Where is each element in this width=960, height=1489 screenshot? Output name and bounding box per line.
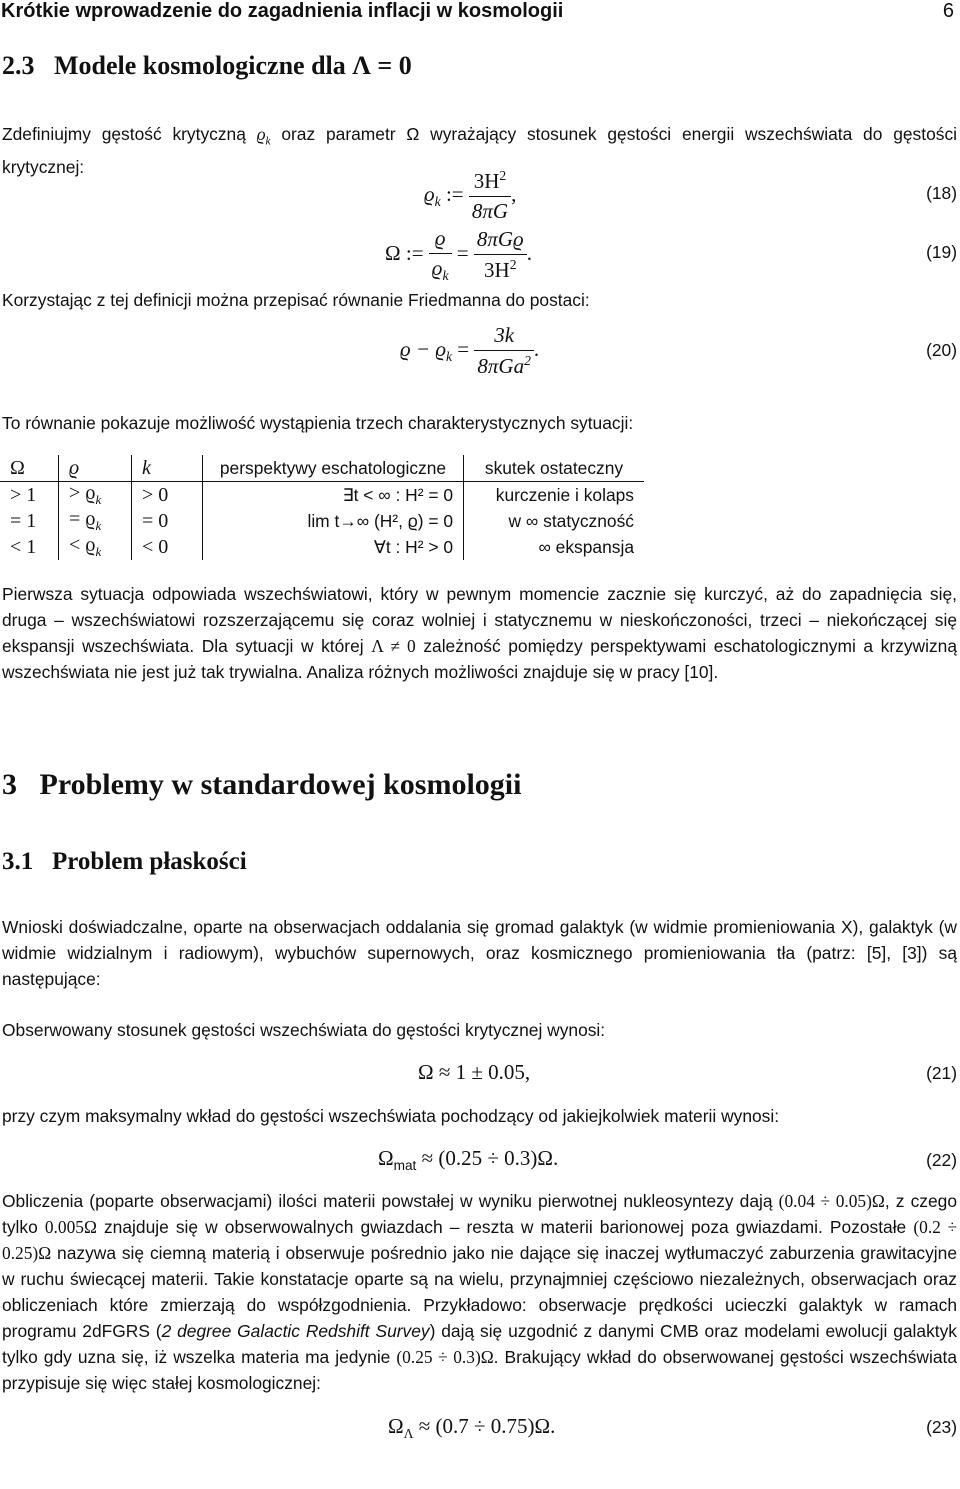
math-sub: k	[95, 518, 102, 533]
paragraph-nucleosynthesis	[2, 1188, 957, 1396]
equation-23	[388, 1414, 555, 1442]
text: , z czego tylko	[2, 1191, 957, 1237]
paragraph-cases-discussion	[2, 581, 957, 685]
column-header: ϱ	[59, 455, 132, 482]
equation-20	[400, 323, 539, 379]
numerator: 3H	[473, 169, 500, 193]
table-cell: = 0	[132, 508, 203, 534]
text: nazywa się ciemną materią i obserwuje pośrednio jako nie dające się inaczej wytłumaczyć zaburzenia grawitacyjne w ruchu świecącej materii. Takie konstatacje oparte są na wielu, przynajmniej częściowo niezależnych, obserwacjach oraz obliczeniach które zmierzają do współzgodnienia. Przykładowo: obserwacje prędkości ucieczki galaktyk w ramach programu 2dFGRS (	[2, 1243, 957, 1341]
math-lhs: Ω	[388, 1414, 404, 1438]
math-sub: Λ	[403, 1426, 414, 1442]
table-row	[0, 482, 644, 509]
equation-18	[424, 168, 516, 224]
math-lhs: Ω	[378, 1146, 394, 1170]
table-cell: = 1	[10, 509, 37, 532]
fraction	[429, 226, 452, 284]
math-op: =	[452, 336, 475, 361]
denominator: 8πG	[471, 199, 509, 223]
text-emphasis: 2 degree Galactic Redshift Survey	[161, 1321, 430, 1341]
math-sup: 2	[524, 353, 531, 368]
cell-text: > ϱ	[69, 482, 96, 504]
column-header: perspektywy eschatologiczne	[203, 455, 464, 482]
text: Pierwsza sytuacja odpowiada wszechświatowi, który w pewnym momencie zacznie się kurczyć, aż do zapadnięcia się, druga – wszechświatowi rozszerzającemu się coraz wolniej i statycznemu w nieskończoności, trzeci – niekończącej się ekspansji wszechświata. Dla sytuacji w której	[2, 584, 957, 656]
math-sub: k	[95, 544, 102, 559]
table-cell: kurczenie i kolaps	[464, 482, 645, 509]
fraction	[474, 227, 527, 283]
paragraph-three-cases: To równanie pokazuje możliwość wystąpienia trzech charakterystycznych sytuacji:	[2, 413, 634, 433]
math-rho: ϱ	[256, 124, 266, 144]
math-punct: .	[533, 336, 540, 361]
section-title: Modele kosmologiczne dla Λ = 0	[54, 51, 412, 80]
section-title: Problemy w standardowej kosmologii	[39, 768, 522, 801]
math-sub: k	[445, 349, 453, 364]
equation-number-21: (21)	[926, 1063, 957, 1083]
table-cell: ∞ ekspansja	[464, 534, 645, 560]
section-number: 2.3	[2, 51, 35, 80]
table-cell: lim t→∞ (H², ϱ) = 0	[203, 508, 464, 534]
section-number: 3.1	[2, 848, 34, 875]
paragraph-observations: Wnioski doświadczalne, oparte na obserwacjach oddalania się gromad galaktyk (w widmie promieniowania X), galaktyk (w widmie widzialnym i radiowym), wybuchów supernowych, oraz kosmicznego promieniowania tła (patrz: [5], [3]) są następujące:	[2, 917, 957, 989]
math-sub: k	[95, 492, 102, 507]
equation-22	[378, 1146, 558, 1173]
numerator: 8πGϱ	[474, 227, 527, 255]
cell-text: = ϱ	[69, 508, 96, 530]
text: Zdefiniujmy gęstość krytyczną	[2, 124, 257, 144]
text: . Brakujący wkład do obserwowanej gęstości wszechświata przypisuje się więc stałej kosmologicznej:	[2, 1347, 958, 1393]
math-lhs: Ω :=	[385, 240, 429, 265]
text: znajduje się w obserwowalnych gwiazdach – reszta w materii barionowej poza gwiazdami. Pozostałe	[96, 1217, 914, 1237]
section-heading-3	[2, 768, 521, 802]
fraction	[474, 323, 534, 379]
section-number: 3	[2, 768, 17, 801]
table-cell	[59, 482, 132, 509]
math-rho: ϱ	[424, 181, 435, 206]
table-cell: < 1	[10, 535, 37, 558]
column-header: skutek ostateczny	[464, 455, 645, 482]
math-rhs: ≈ (0.7 ÷ 0.75)Ω.	[413, 1414, 556, 1438]
math-sub: k	[434, 194, 441, 209]
text: Obliczenia (poparte obserwacjami) ilości materii powstałej w wyniku pierwotnej nukleosyntezy dają	[2, 1191, 779, 1211]
math-lhs: ϱ − ϱ	[400, 336, 446, 361]
table-row	[0, 508, 644, 534]
math-sub: mat	[393, 1158, 417, 1174]
math-op: =	[451, 240, 474, 265]
table-cell: w ∞ statyczność	[464, 508, 645, 534]
math-op: :=	[440, 181, 469, 206]
table-row	[0, 534, 644, 560]
math-sup: 2	[499, 168, 507, 183]
table-header-row	[0, 455, 644, 482]
column-header: k	[132, 455, 203, 482]
equation-number-18: (18)	[926, 183, 957, 203]
math-inline: (0.25 ÷ 0.3)Ω	[396, 1347, 494, 1367]
table-cell: > 0	[132, 482, 203, 509]
section-title: Problem płaskości	[52, 848, 247, 875]
equation-number-20: (20)	[926, 340, 957, 360]
math-inline: 0.005Ω	[44, 1217, 97, 1237]
paragraph-friedmann-intro: Korzystając z tej definicji można przepisać równanie Friedmanna do postaci:	[2, 290, 590, 310]
math-sub: k	[442, 268, 449, 284]
denominator: 8πGa	[477, 354, 525, 378]
table-cell: < 0	[132, 534, 203, 560]
numerator: 3k	[474, 323, 534, 351]
denominator: 3H	[484, 258, 510, 283]
equation-number-22: (22)	[926, 1150, 957, 1170]
section-heading-2-3	[2, 51, 412, 81]
table-cell	[59, 508, 132, 534]
scenario-table	[0, 455, 644, 560]
math-rhs: ≈ (0.25 ÷ 0.3)Ω.	[416, 1146, 559, 1170]
math-sub: k	[265, 135, 271, 148]
equation-19	[385, 226, 532, 284]
math-punct: .	[526, 240, 532, 265]
numerator: ϱ	[429, 226, 452, 254]
table-cell: > 1	[10, 483, 37, 506]
math-inline: Λ ≠ 0	[371, 636, 416, 656]
table-cell: ∃t < ∞ : H² = 0	[203, 482, 464, 509]
equation-number-23: (23)	[926, 1417, 957, 1437]
equation-21: Ω ≈ 1 ± 0.05,	[418, 1060, 531, 1084]
denominator: ϱ	[431, 256, 443, 280]
math-punct: ,	[511, 181, 517, 206]
table-cell: ∀t : H² > 0	[203, 534, 464, 560]
math-inline: (0.2 ÷ 0.25)Ω	[2, 1217, 958, 1263]
equation-number-19: (19)	[926, 242, 957, 262]
math-sup: 2	[509, 257, 517, 273]
paragraph-matter-contribution: przy czym maksymalny wkład do gęstości wszechświata pochodzący od jakiejkolwiek materii wynosi:	[2, 1106, 780, 1126]
fraction	[469, 168, 511, 224]
text: ) dają się uzgodnić z danymi CMB oraz modelami ewolucji galaktyk tylko gdy uzna się, iż wszelka materia ma jedynie	[2, 1321, 957, 1367]
text: oraz parametr Ω wyrażający stosunek gęstości energii wszechświata do gęstości krytycznej:	[2, 124, 957, 178]
running-header	[0, 0, 960, 26]
paragraph-observed-ratio: Obserwowany stosunek gęstości wszechświata do gęstości krytycznej wynosi:	[2, 1020, 606, 1040]
text: zależność pomiędzy perspektywami eschatologicznymi a krzywizną wszechświata nie jest już tak trywialna. Analiza różnych możliwości znajduje się w pracy [10].	[2, 636, 957, 682]
table-cell	[59, 534, 132, 560]
running-title: Krótkie wprowadzenie do zagadnienia inflacji w kosmologii	[1, 0, 564, 22]
math-inline: (0.04 ÷ 0.05)Ω	[778, 1191, 885, 1211]
cell-text: < ϱ	[69, 534, 96, 556]
column-header: Ω	[0, 455, 59, 482]
section-heading-3-1	[2, 848, 247, 876]
page-number: 6	[942, 0, 954, 22]
